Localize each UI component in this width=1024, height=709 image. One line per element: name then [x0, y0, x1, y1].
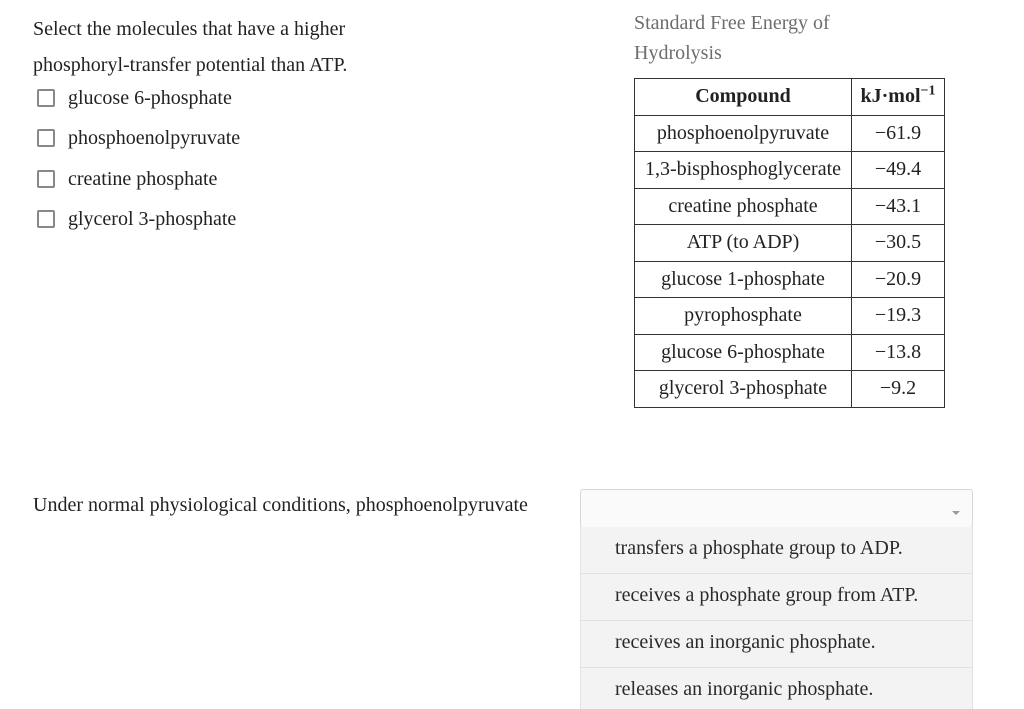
answer-dropdown[interactable] — [580, 489, 973, 528]
choice-label: creatine phosphate — [68, 167, 218, 190]
energy-exponent: −1 — [920, 83, 936, 99]
compound-cell: ATP (to ADP) — [635, 225, 852, 262]
energy-cell: −30.5 — [852, 225, 945, 262]
energy-cell: −43.1 — [852, 188, 945, 225]
header-compound: Compound — [635, 79, 852, 116]
table-header-row — [635, 79, 945, 116]
checkbox[interactable] — [37, 129, 55, 147]
energy-cell: −20.9 — [852, 261, 945, 298]
compound-cell: pyrophosphate — [635, 298, 852, 335]
energy-cell: −19.3 — [852, 298, 945, 335]
energy-cell: −9.2 — [852, 371, 945, 408]
choice-phosphoenolpyruvate[interactable] — [37, 124, 240, 152]
energy-unit: kJ·mol — [860, 85, 921, 108]
choice-label: glucose 6-phosphate — [68, 86, 232, 109]
table-row — [635, 261, 945, 298]
choice-creatine-phosphate[interactable] — [37, 165, 217, 193]
compound-cell: 1,3-bisphosphoglycerate — [635, 152, 852, 189]
choice-glucose-6-phosphate[interactable] — [37, 84, 232, 112]
statement-text: Under normal physiological conditions, phosphoenolpyruvate — [33, 494, 528, 516]
checkbox[interactable] — [37, 210, 55, 228]
choice-label: glycerol 3-phosphate — [68, 207, 237, 230]
question-prompt: Select the molecules that have a higher phosphoryl-transfer potential than ATP. — [33, 18, 348, 76]
checkbox[interactable] — [37, 89, 55, 107]
caret-down-icon — [952, 511, 960, 515]
table-row — [635, 152, 945, 189]
dropdown-option[interactable]: transfers a phosphate group to ADP. — [581, 527, 972, 574]
table-row — [635, 334, 945, 371]
choice-label: phosphoenolpyruvate — [68, 126, 241, 149]
dropdown-menu — [580, 527, 973, 709]
table-row — [635, 225, 945, 262]
free-energy-table — [634, 78, 945, 408]
choice-glycerol-3-phosphate[interactable] — [37, 205, 236, 233]
table-caption: Standard Free Energy of Hydrolysis — [634, 12, 830, 64]
table-row — [635, 371, 945, 408]
dropdown-option[interactable]: receives an inorganic phosphate. — [581, 621, 972, 668]
table-row — [635, 188, 945, 225]
energy-cell: −61.9 — [852, 115, 945, 152]
dropdown-option[interactable]: receives a phosphate group from ATP. — [581, 574, 972, 621]
checkbox[interactable] — [37, 170, 55, 188]
header-energy — [852, 79, 945, 116]
compound-cell: creatine phosphate — [635, 188, 852, 225]
table-row — [635, 115, 945, 152]
compound-cell: glucose 6-phosphate — [635, 334, 852, 371]
compound-cell: phosphoenolpyruvate — [635, 115, 852, 152]
energy-cell: −13.8 — [852, 334, 945, 371]
table-row — [635, 298, 945, 335]
compound-cell: glucose 1-phosphate — [635, 261, 852, 298]
compound-cell: glycerol 3-phosphate — [635, 371, 852, 408]
energy-cell: −49.4 — [852, 152, 945, 189]
dropdown-option[interactable]: releases an inorganic phosphate. — [615, 678, 874, 700]
